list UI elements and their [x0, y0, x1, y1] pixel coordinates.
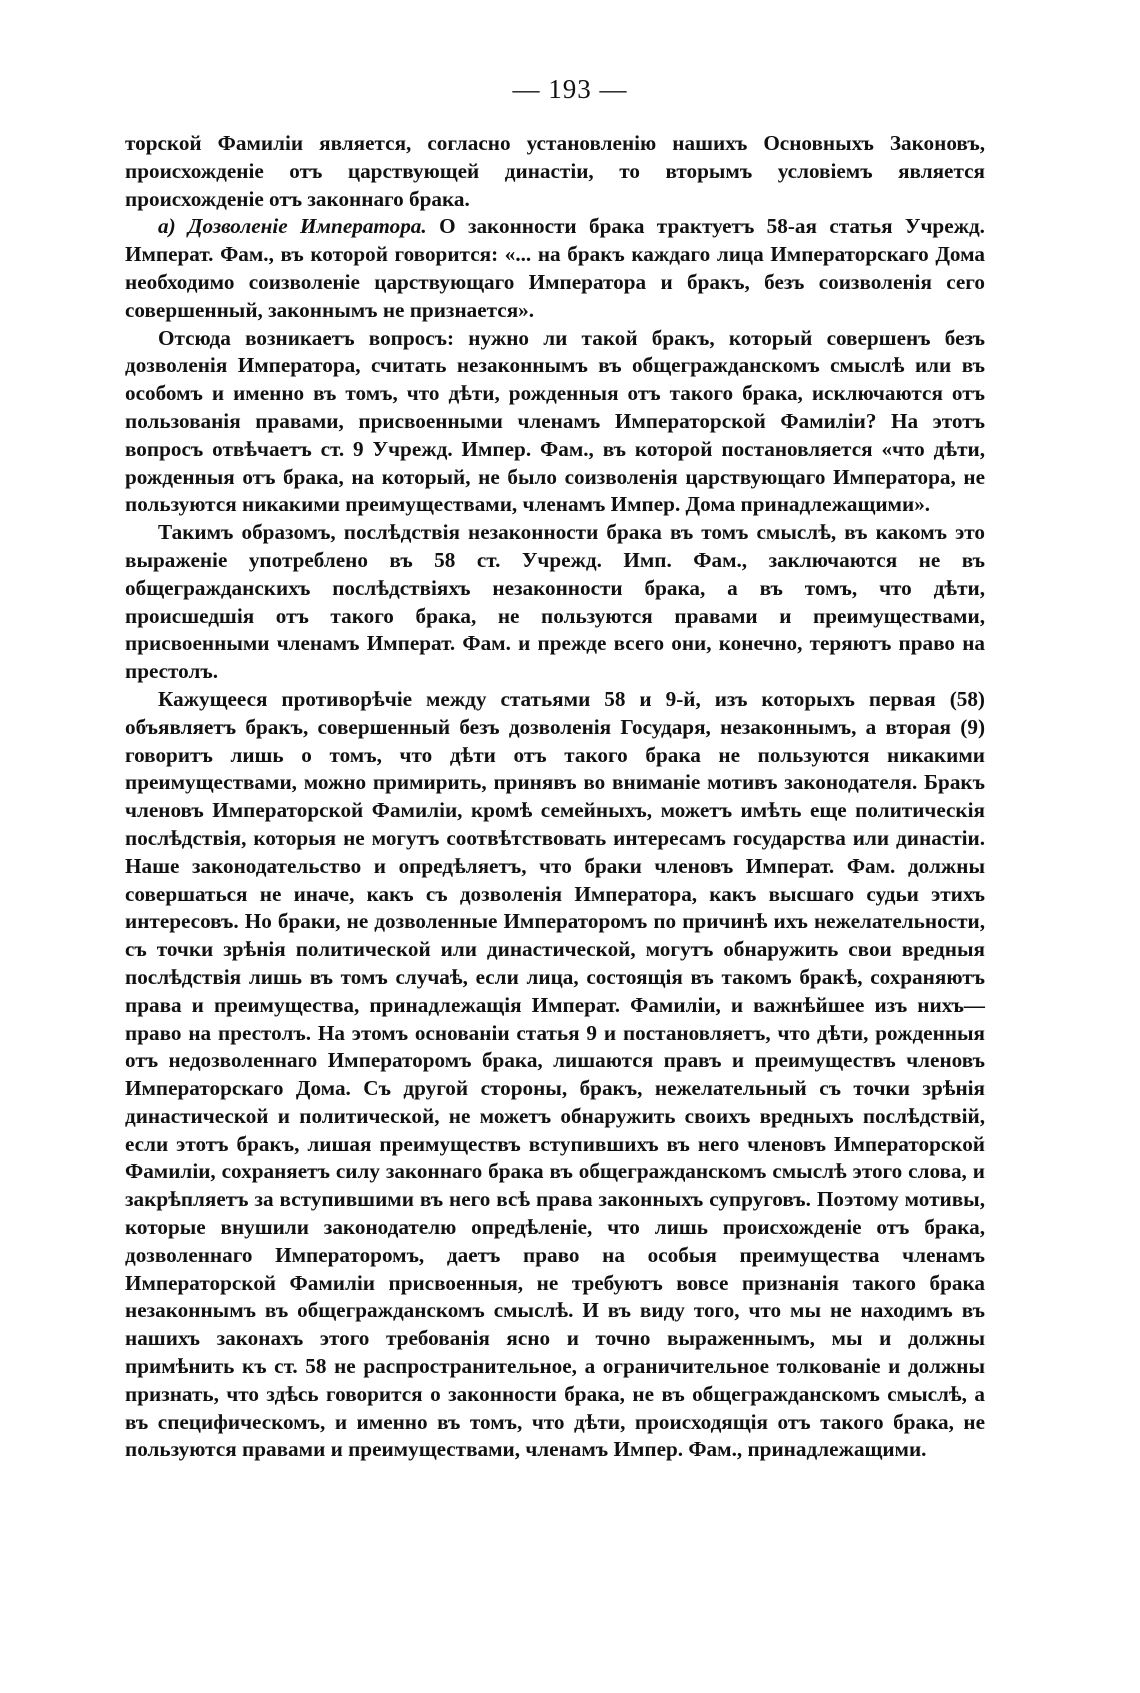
paragraph-continuation: торской Фамиліи является, согласно установленію нашихъ Основныхъ Законовъ, происхожденіе отъ царствующей династіи, то вторымъ условіемъ является происхожденіе отъ законнаго брака.	[125, 131, 985, 211]
paragraph-question: Отсюда возникаетъ вопросъ: нужно ли такой бракъ, который совершенъ безъ дозволенія Императора, считать незаконнымъ въ общегражданскомъ смыслѣ или въ особомъ и именно въ томъ, что дѣти, рожденныя отъ такого брака, исключаются отъ пользованія правами, присвоенными членамъ Императорской Фамиліи? На этотъ вопросъ отвѣчаетъ ст. 9 Учрежд. Импер. Фам., въ которой постановляется «что дѣти, рожденныя отъ брака, на который, не было соизволенія царствующаго Императора, не пользуются никакими преимуществами, членамъ Импер. Дома принадлежащими».	[125, 325, 985, 517]
paragraph-consequences: Такимъ образомъ, послѣдствія незаконности брака въ томъ смыслѣ, въ какомъ это выраженіе употреблено въ 58 ст. Учрежд. Имп. Фам., заключаются не въ общегражданскихъ послѣдствіяхъ незаконности брака, а въ томъ, что дѣти, происшедшія отъ такого брака, не пользуются правами и преимуществами, присвоенными членамъ Императ. Фам. и прежде всего они, конечно, теряютъ право на престолъ.	[125, 520, 985, 684]
paragraph-contradiction: Кажущееся противорѣчіе между статьями 58 и 9-й, изъ которыхъ первая (58) объявляетъ бракъ, совершенный безъ дозволенія Государя, незаконнымъ, а вторая (9) говоритъ лишь о томъ, что дѣти отъ такого брака не пользуются никакими преимуществами, можно примирить, принявъ во вниманіе мотивъ законодателя. Бракъ членовъ Императорской Фамиліи, кромѣ семейныхъ, можетъ имѣть еще политическія послѣдствія, которыя не могутъ соотвѣтствовать интересамъ государства или династіи. Наше законодательство и опредѣляетъ, что браки членовъ Императ. Фам. должны совершаться не иначе, какъ съ дозволенія Императора, какъ высшаго судьи этихъ интересовъ. Но браки, не дозволенные Императоромъ по причинѣ ихъ нежелательности, съ точки зрѣнія политической или династической, могутъ обнаружить свои вредныя послѣдствія лишь въ томъ случаѣ, если лица, состоящія въ такомъ бракѣ, сохраняютъ права и преимущества, принадлежащія Императ. Фамиліи, и важнѣйшее изъ нихъ— право на престолъ. На этомъ основаніи статья 9 и постановляетъ, что дѣти, рожденныя отъ недозволеннаго Императоромъ брака, лишаются правъ и преимуществъ членовъ Императорскаго Дома. Съ другой стороны, бракъ, нежелательный съ точки зрѣнія династической и политической, не можетъ обнаружить своихъ вредныхъ послѣдствій, если этотъ бракъ, лишая преимуществъ вступившихъ въ него членовъ Императорской Фамиліи, сохраняетъ силу законнаго брака въ общегражданскомъ смыслѣ этого слова, и закрѣпляетъ за вступившими въ него всѣ права законныхъ супруговъ. Поэтому мотивы, которые внушили законодателю опредѣленіе, что лишь происхожденіе отъ брака, дозволеннаго Императоромъ, даетъ право на особыя преимущества членамъ Императорской Фамиліи присвоенныя, не требуютъ вовсе признанія такого брака незаконнымъ въ общегражданскомъ смыслѣ. И въ виду того, что мы не находимъ въ нашихъ законахъ этого требованія ясно и точно выраженнымъ, мы и должны примѣнить къ ст. 58 не распространительное, а ограничительное толкованіе и должны признать, что здѣсь говорится о законности брака, не въ общегражданскомъ смыслѣ, а въ специфическомъ, и именно въ томъ, что дѣти, происходящія отъ такого брака, не пользуются правами и преимуществами, членамъ Импер. Фам., принадлежащими.	[125, 686, 985, 1462]
body-text	[125, 130, 985, 1464]
section-text: О законности брака трактуетъ 58-ая статья Учрежд. Императ. Фам., въ которой говорится: «... на бракъ каждаго лица Императорскаго Дома необходимо соизволеніе царствующаго Императора и бракъ, безъ соизволенія сего совершенный, законнымъ не признается».	[125, 214, 985, 322]
section-letter: а)	[158, 214, 189, 239]
page-number: — 193 —	[512, 74, 628, 104]
paragraph-section-a	[125, 213, 985, 324]
section-heading: Дозволеніе Императора.	[188, 214, 427, 239]
